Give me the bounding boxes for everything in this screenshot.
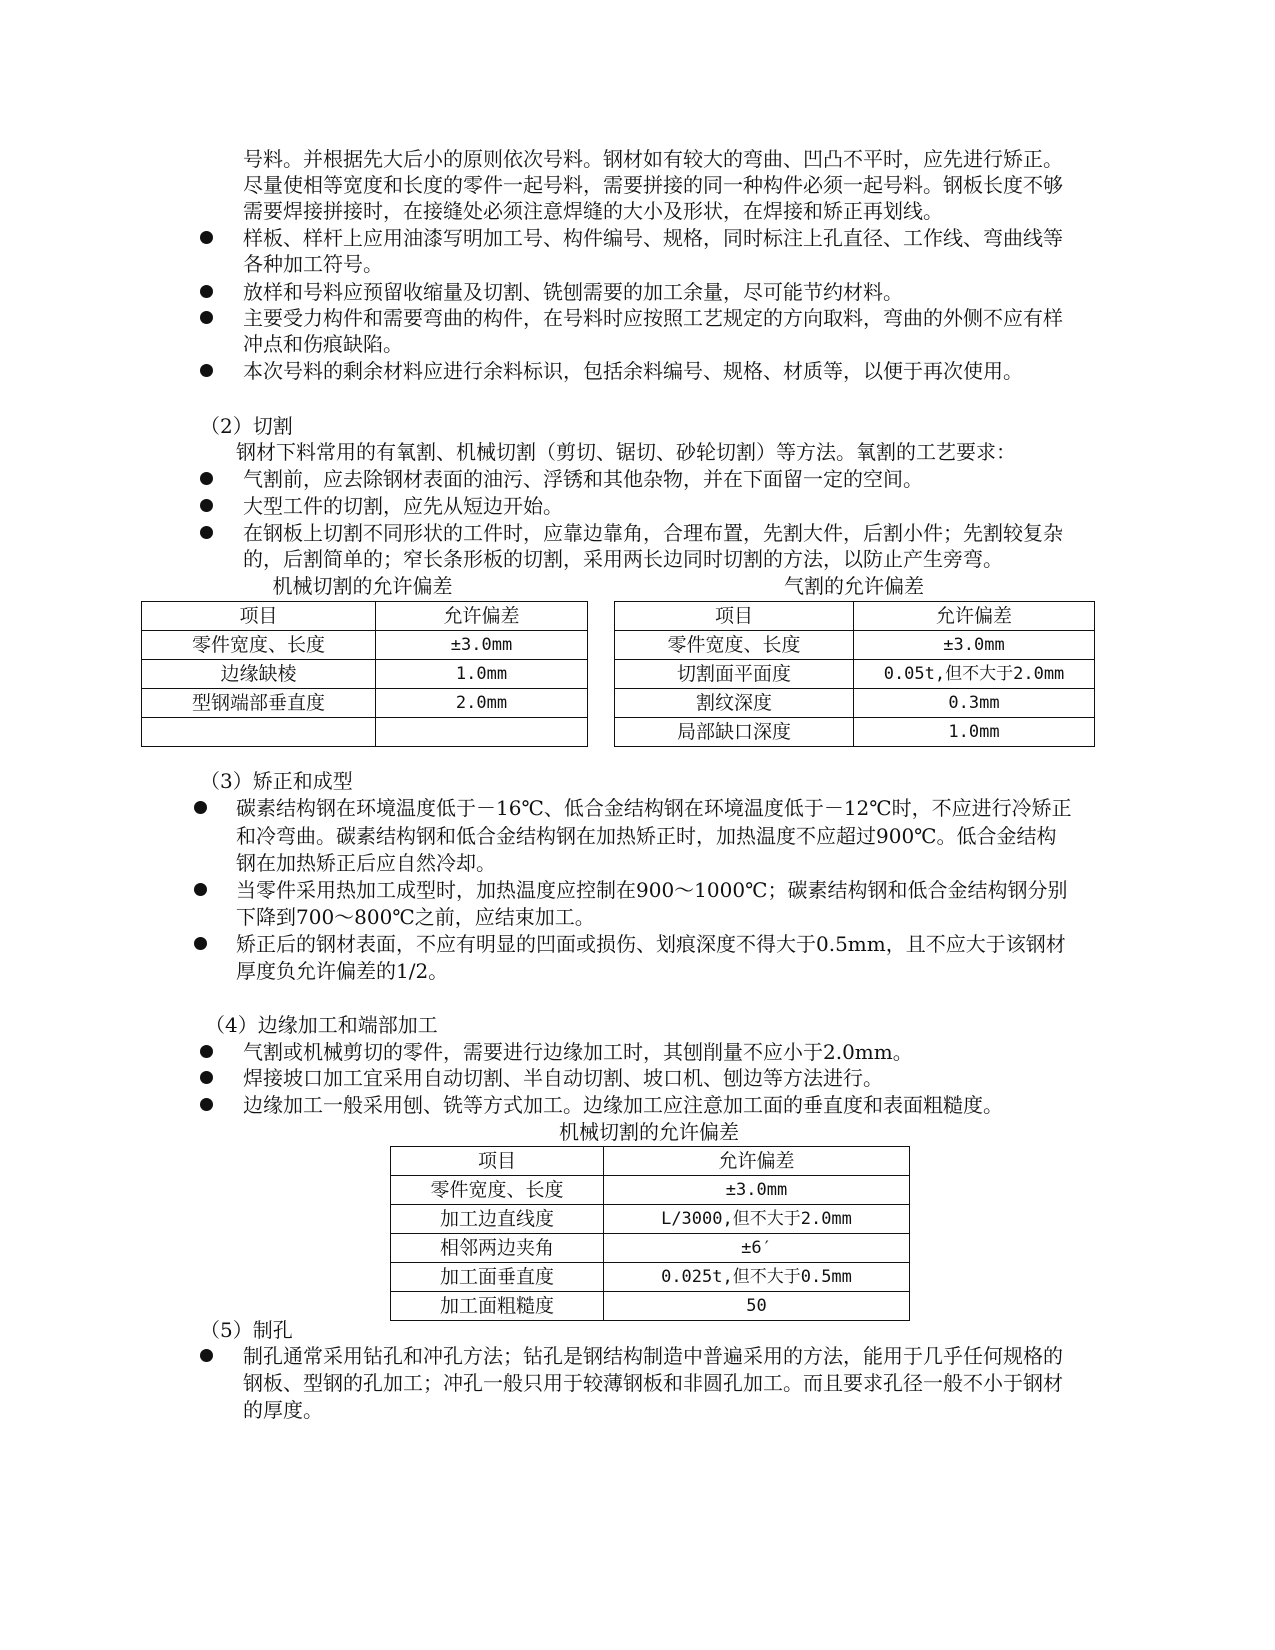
table-cell: 零件宽度、长度	[615, 631, 854, 660]
table-cell: 0.025t,但不大于0.5mm	[604, 1263, 910, 1292]
bullet-icon	[200, 231, 213, 244]
paragraph-line: 尽量使相等宽度和长度的零件一起号料，需要拼接的同一种构件必须一起号料。钢板长度不够	[243, 173, 1063, 197]
table-cell: 2.0mm	[376, 689, 588, 718]
table-cell: 50	[604, 1292, 910, 1321]
table-cell	[376, 718, 588, 747]
bullet-line: 样板、样杆上应用油漆写明加工号、构件编号、规格，同时标注上孔直径、工作线、弯曲线等	[243, 226, 1063, 250]
table-row	[391, 1205, 910, 1234]
table-cell: 加工面垂直度	[391, 1263, 604, 1292]
table-mechanical-cutting	[141, 601, 588, 747]
table-cell: 相邻两边夹角	[391, 1234, 604, 1263]
table-cell: 0.3mm	[854, 689, 1095, 718]
table-row	[391, 1234, 910, 1263]
bullet-line: 大型工件的切割，应先从短边开始。	[243, 494, 563, 518]
table-cell: 1.0mm	[854, 718, 1095, 747]
table-row	[615, 631, 1095, 660]
bullet-line: 制孔通常采用钻孔和冲孔方法；钻孔是钢结构制造中普遍采用的方法，能用于几乎任何规格的	[243, 1344, 1063, 1368]
table-row	[391, 1263, 910, 1292]
table-cell: ±3.0mm	[376, 631, 588, 660]
bullet-icon	[200, 1071, 213, 1084]
bullet-line: 各种加工符号。	[243, 252, 383, 276]
table-row	[391, 1176, 910, 1205]
column-header: 项目	[391, 1147, 604, 1176]
table-edge-machining	[390, 1146, 910, 1321]
bullet-line: 边缘加工一般采用刨、铣等方式加工。边缘加工应注意加工面的垂直度和表面粗糙度。	[243, 1093, 1003, 1117]
table-row	[615, 660, 1095, 689]
bullet-icon	[200, 526, 213, 539]
section-heading: （4）边缘加工和端部加工	[205, 1013, 438, 1037]
section-heading: （5）制孔	[200, 1318, 293, 1342]
bullet-icon	[194, 883, 207, 896]
bullet-line: 的，后割简单的；窄长条形板的切割，采用两长边同时切割的方法，以防止产生旁弯。	[243, 547, 1003, 571]
table-caption-edge: 机械切割的允许偏差	[559, 1120, 739, 1144]
bullet-line: 钢板、型钢的孔加工；冲孔一般只用于较薄钢板和非圆孔加工。而且要求孔径一般不小于钢材	[243, 1371, 1063, 1395]
section-intro: 钢材下料常用的有氧割、机械切割（剪切、锯切、砂轮切割）等方法。氧割的工艺要求：	[236, 440, 1016, 464]
table-row	[142, 631, 588, 660]
table-header-row	[615, 602, 1095, 631]
bullet-icon	[200, 1349, 213, 1362]
bullet-icon	[200, 364, 213, 377]
bullet-icon	[194, 801, 207, 814]
table-cell	[142, 718, 376, 747]
bullet-line: 当零件采用热加工成型时，加热温度应控制在900～1000℃；碳素结构钢和低合金结构钢分别	[236, 878, 1068, 902]
table-cell: 加工边直线度	[391, 1205, 604, 1234]
table-row	[142, 660, 588, 689]
table-cell: 割纹深度	[615, 689, 854, 718]
table-cell: ±6′	[604, 1234, 910, 1263]
bullet-line: 和冷弯曲。碳素结构钢和低合金结构钢在加热矫正时，加热温度不应超过900℃。低合金结构	[236, 824, 1057, 848]
table-header-row	[391, 1147, 910, 1176]
bullet-line: 矫正后的钢材表面，不应有明显的凹面或损伤、划痕深度不得大于0.5mm，且不应大于该钢材	[236, 932, 1066, 956]
table-cell: 1.0mm	[376, 660, 588, 689]
paragraph-line: 号料。并根据先大后小的原则依次号料。钢材如有较大的弯曲、凹凸不平时，应先进行矫正。	[243, 147, 1063, 171]
bullet-line: 焊接坡口加工宜采用自动切割、半自动切割、坡口机、刨边等方法进行。	[243, 1066, 883, 1090]
table-cell: 0.05t,但不大于2.0mm	[854, 660, 1095, 689]
table-row	[615, 689, 1095, 718]
table-cell: 切割面平面度	[615, 660, 854, 689]
bullet-icon	[200, 1098, 213, 1111]
bullet-icon	[194, 937, 207, 950]
table-cell: L/3000,但不大于2.0mm	[604, 1205, 910, 1234]
bullet-line: 碳素结构钢在环境温度低于－16℃、低合金结构钢在环境温度低于－12℃时，不应进行冷矫正	[236, 796, 1072, 820]
column-header: 项目	[615, 602, 854, 631]
table-cell: 零件宽度、长度	[142, 631, 376, 660]
bullet-line: 本次号料的剩余材料应进行余料标识，包括余料编号、规格、材质等，以便于再次使用。	[243, 359, 1023, 383]
bullet-line: 下降到700～800℃之前，应结束加工。	[236, 905, 595, 929]
column-header: 项目	[142, 602, 376, 631]
table-caption-mechanical: 机械切割的允许偏差	[272, 574, 453, 598]
table-caption-gas: 气割的允许偏差	[784, 574, 924, 598]
bullet-icon	[200, 1045, 213, 1058]
table-header-row	[142, 602, 588, 631]
column-header: 允许偏差	[854, 602, 1095, 631]
table-cell: ±3.0mm	[854, 631, 1095, 660]
table-cell: ±3.0mm	[604, 1176, 910, 1205]
table-gas-cutting	[614, 601, 1095, 747]
section-heading: （3）矫正和成型	[200, 769, 353, 793]
table-row	[142, 718, 588, 747]
table-cell: 型钢端部垂直度	[142, 689, 376, 718]
bullet-icon	[200, 472, 213, 485]
bullet-line: 厚度负允许偏差的1/2。	[236, 959, 449, 983]
bullet-line: 放样和号料应预留收缩量及切割、铣刨需要的加工余量，尽可能节约材料。	[243, 280, 903, 304]
bullet-line: 气割前，应去除钢材表面的油污、浮锈和其他杂物，并在下面留一定的空间。	[243, 467, 923, 491]
bullet-line: 钢在加热矫正后应自然冷却。	[236, 851, 496, 875]
column-header: 允许偏差	[604, 1147, 910, 1176]
table-row	[391, 1292, 910, 1321]
bullet-icon	[200, 285, 213, 298]
paragraph-line: 需要焊接拼接时，在接缝处必须注意焊缝的大小及形状，在焊接和矫正再划线。	[243, 199, 943, 223]
table-row	[615, 718, 1095, 747]
table-cell: 边缘缺棱	[142, 660, 376, 689]
table-cell: 加工面粗糙度	[391, 1292, 604, 1321]
table-cell: 零件宽度、长度	[391, 1176, 604, 1205]
bullet-line: 在钢板上切割不同形状的工件时，应靠边靠角，合理布置，先割大件，后割小件；先割较复杂	[243, 521, 1063, 545]
column-header: 允许偏差	[376, 602, 588, 631]
bullet-line: 气割或机械剪切的零件，需要进行边缘加工时，其刨削量不应小于2.0mm。	[243, 1040, 913, 1064]
bullet-line: 主要受力构件和需要弯曲的构件，在号料时应按照工艺规定的方向取料，弯曲的外侧不应有样	[243, 306, 1063, 330]
bullet-icon	[200, 311, 213, 324]
bullet-line: 的厚度。	[243, 1398, 323, 1422]
table-row	[142, 689, 588, 718]
section-heading: （2）切割	[200, 414, 293, 438]
table-cell: 局部缺口深度	[615, 718, 854, 747]
bullet-line: 冲点和伤痕缺陷。	[243, 332, 403, 356]
bullet-icon	[200, 499, 213, 512]
